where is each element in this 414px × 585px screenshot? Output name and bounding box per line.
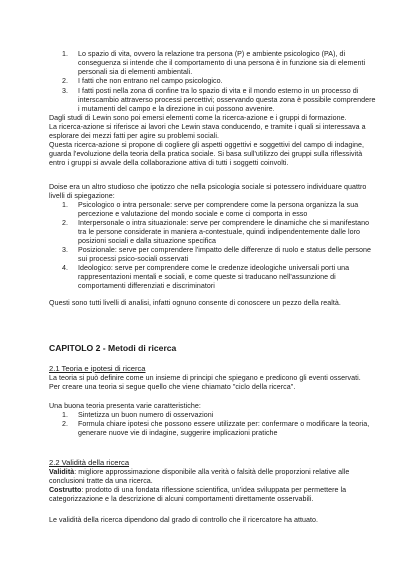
list-item-line: percezione e valutazione del mondo sociale e come ci comporta in esso	[78, 210, 308, 218]
paragraph-line: conclusioni tratte da una ricerca.	[49, 477, 153, 485]
list-item-line: Posizionale: serve per comprendere l'impatto delle differenze di ruolo e status delle persone	[78, 246, 371, 254]
list-number: 4.	[62, 264, 68, 272]
list-item-line: generare nuove vie di indagine, suggerire implicazioni pratiche	[78, 429, 278, 437]
list-item-line: personali sia di elementi ambientali.	[78, 68, 193, 76]
list-item-line: comportamenti differenziati e discriminatori	[78, 282, 215, 290]
section-title: 2.1 Teoria e ipotesi di ricerca	[49, 364, 146, 373]
list-item-line: Lo spazio di vita, ovvero la relazione tra persona (P) e ambiente psicologico (PA), di	[78, 50, 346, 58]
paragraph-line: Le validità della ricerca dipendono dal grado di controllo che il ricercatore ha attuato.	[49, 516, 319, 524]
list-number: 3.	[62, 87, 68, 95]
paragraph-line: Questa ricerca-azione si propone di cogliere gli aspetti oggettivi e soggettivi del campo di indagine,	[49, 141, 365, 149]
paragraph-line: La ricerca-azione si riferisce ai lavori che Lewin stava conducendo, e tramite i quali si interessava a	[49, 123, 366, 131]
list-item-line: Sintetizza un buon numero di osservazioni	[78, 411, 214, 419]
paragraph-line: guarda l'evoluzione della teoria della pratica sociale. Si basa sull'utilizzo dei gruppi sulla riflessività	[49, 150, 363, 158]
paragraph-line: esplorare dei mezzi fatti per agire su problemi sociali.	[49, 132, 219, 140]
paragraph-line: Una buona teoria presenta varie caratteristiche:	[49, 402, 201, 410]
paragraph-line: Questi sono tutti livelli di analisi, infatti ognuno consente di conoscere un pezzo della realtà.	[49, 299, 341, 307]
list-item-line: I fatti che non entrano nel campo psicologico.	[78, 77, 223, 85]
paragraph-line: categorizzazione e la descrizione di alcuni comportamenti direttamente osservabili.	[49, 495, 314, 503]
list-item-line: tra le persone considerate in maniera a-contestuale, quindi indipendentemente dalle loro	[78, 228, 361, 236]
list-item-line: I fatti posti nella zona di confine tra lo spazio di vita e il mondo esterno in un processo di	[78, 87, 359, 95]
paragraph-line: Per creare una teoria si segue quello che viene chiamato "ciclo della ricerca".	[49, 383, 296, 391]
list-number: 1.	[62, 201, 68, 209]
chapter-title: CAPITOLO 2 - Metodi di ricerca	[49, 343, 177, 353]
paragraph-line: Doise era un altro studioso che ipotizzo che nella psicologia sociale si potessero individuare quattro	[49, 183, 367, 191]
list-number: 2.	[62, 77, 68, 85]
paragraph-line: entro i gruppi si avvale della collaborazione attiva di tutti i soggetti coinvolti.	[49, 159, 289, 167]
definition-term: Validità	[49, 468, 75, 476]
list-number: 3.	[62, 246, 68, 254]
list-item-line: interscambio attraverso processi percettivi; osservando questa zona è possibile comprendere	[78, 96, 376, 104]
list-number: 1.	[62, 411, 68, 419]
definition-term: Costrutto	[49, 486, 82, 494]
paragraph-line: livelli di spiegazione:	[49, 192, 115, 200]
section-title: 2.2 Validità della ricerca	[49, 458, 130, 467]
list-item-line: rappresentazioni mentali e sociali, e come queste si traducano nell'assunzione di	[78, 273, 336, 281]
paragraph-line: La teoria si può definire come un insieme di principi che spiegano e predicono gli eventi osservati.	[49, 374, 361, 382]
definition-line	[49, 486, 346, 495]
list-item-line: posizioni sociali e dalla situazione specifica	[78, 237, 216, 245]
list-number: 2.	[62, 219, 68, 227]
paragraph-line: Dagli studi di Lewin sono poi emersi elementi come la ricerca-azione e i gruppi di formazione.	[49, 114, 347, 122]
list-item-line: Psicologico o intra personale: serve per comprendere come la persona organizza la sua	[78, 201, 359, 209]
list-item-line: sui processi psico-sociali osservati	[78, 255, 189, 263]
list-number: 1.	[62, 50, 68, 58]
definition-line	[49, 468, 349, 477]
list-item-line: conseguenza si intende che il comportamento di una persona è in funzione sia di elementi	[78, 59, 366, 67]
list-item-line: i mutamenti del campo e la direzione in cui possono avvenire.	[78, 105, 275, 113]
definition-text: : migliore approssimazione disponibile alla verità o falsità delle proporzioni relative alle	[74, 468, 350, 476]
list-number: 2.	[62, 420, 68, 428]
list-item-line: Interpersonale o intra situazionale: serve per comprendere le dinamiche che si manifestano	[78, 219, 370, 227]
definition-text: : prodotto di una fondata riflessione scientifica, un'idea sviluppata per permettere la	[81, 486, 347, 494]
list-item-line: Ideologico: serve per comprendere come le credenze ideologiche universali porti una	[78, 264, 350, 272]
list-item-line: Formula chiare ipotesi che possono essere utilizzate per: confermare o modificare la teoria,	[78, 420, 370, 428]
